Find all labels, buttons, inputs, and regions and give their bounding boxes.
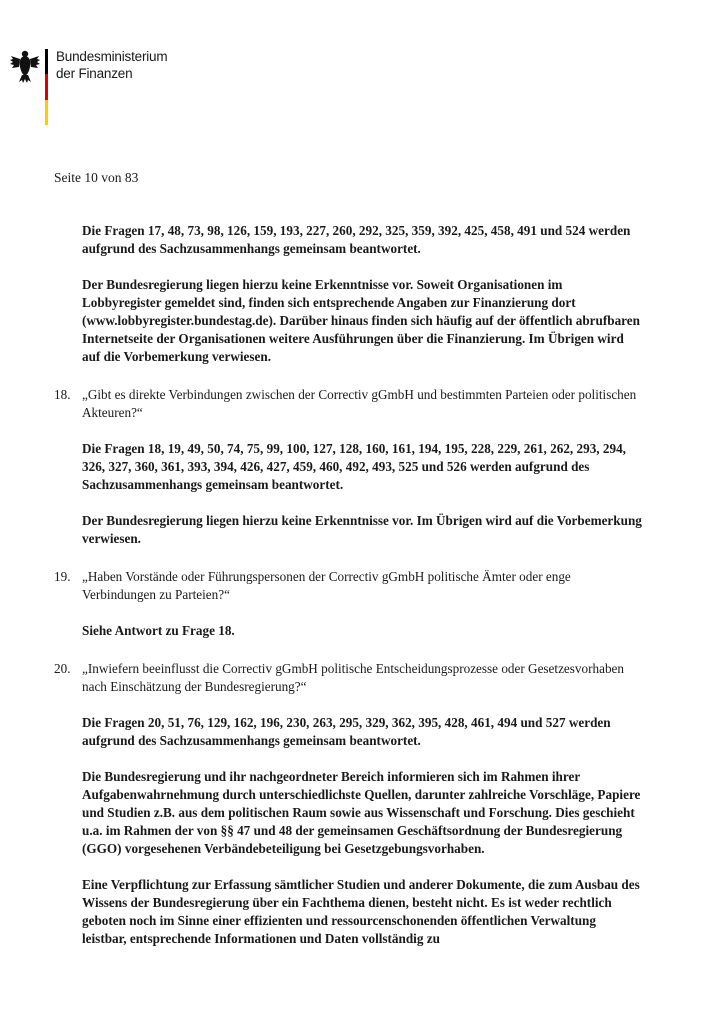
answer-20-text-2: Eine Verpflichtung zur Erfassung sämtlicher Studien und anderer Dokumente, die zum Ausbau des Wissens der Bundesregierung über ein Fachthema dienen, besteht nicht. Es ist weder rechtlich geboten noch im Sinne einer effizienten und ressourcenschonenden öffentlichen Verwaltung leistbar, entsprechende Informationen und Daten vollständig zu (82, 877, 640, 946)
document-body (54, 222, 642, 948)
ministry-name (56, 48, 167, 82)
answer-18-reference: Die Fragen 18, 19, 49, 50, 74, 75, 99, 100, 127, 128, 160, 161, 194, 195, 228, 229, 261, 262, 293, 294, 326, 327, 360, 361, 393, 394, 426, 427, 459, 460, 492, 493, 525 und 526 werden aufgrund des Sachzusammenhangs gemeinsam beantwortet. (82, 441, 626, 492)
question-19-number: 19. (54, 569, 71, 584)
answer-20-reference: Die Fragen 20, 51, 76, 129, 162, 196, 230, 263, 295, 329, 362, 395, 428, 461, 494 und 527 werden aufgrund des Sachzusammenhangs gemeinsam beantwortet. (82, 715, 611, 748)
question-20-text: „Inwiefern beeinflusst die Correctiv gGmbH politische Entscheidungsprozesse oder Gesetzesvorhaben nach Einschätzung der Bundesregierung?“ (82, 661, 624, 694)
answer-18-text: Der Bundesregierung liegen hierzu keine Erkenntnisse vor. Im Übrigen wird auf die Vorbemerkung verwiesen. (82, 513, 642, 546)
ministry-name-line1: Bundesministerium (56, 49, 168, 64)
answer-17-reference: Die Fragen 17, 48, 73, 98, 126, 159, 193, 227, 260, 292, 325, 359, 392, 425, 458, 491 und 524 werden aufgrund des Sachzusammenhangs gemeinsam beantwortet. (82, 223, 631, 256)
answer-20-text-1: Die Bundesregierung und ihr nachgeordneter Bereich informieren sich im Rahmen ihrer Aufgabenwahrnehmung durch unterschiedlichste Quellen, darunter zahlreiche Vorschläge, Papiere und Studien z.B. aus dem politischen Raum sowie aus Wissenschaft und Forschung. Dies geschieht u.a. im Rahmen der von §§ 47 und 48 der gemeinsamen Geschäftsordnung der Bundesregierung (GGO) vorgesehenen Verbändebeteiligung bei Gesetzgebungsvorhaben. (82, 769, 641, 856)
answer-19-text: Siehe Antwort zu Frage 18. (82, 623, 235, 638)
question-18-number: 18. (54, 387, 71, 402)
question-18 (54, 386, 642, 422)
flag-stripe-black (45, 49, 48, 74)
answer-17-text: Der Bundesregierung liegen hierzu keine Erkenntnisse vor. Soweit Organisationen im Lobbyregister gemeldet sind, finden sich entsprechende Angaben zur Finanzierung dort (www.lobbyregister.bundestag.de). Darüber hinaus finden sich häufig auf der öffentlich abrufbaren Internetseite der Organisationen weitere Ausführungen über die Finanzierung. Im Übrigen wird auf die Vorbemerkung verwiesen. (82, 277, 640, 364)
question-18-text: „Gibt es direkte Verbindungen zwischen der Correctiv gGmbH und bestimmten Parteien oder politischen Akteuren?“ (82, 387, 637, 420)
flag-stripe-red (45, 74, 48, 99)
question-19 (54, 568, 642, 604)
question-20-number: 20. (54, 661, 71, 676)
question-19-text: „Haben Vorstände oder Führungspersonen der Correctiv gGmbH politische Ämter oder enge Verbindungen zu Parteien?“ (82, 569, 571, 602)
federal-eagle-icon (10, 48, 40, 84)
flag-stripe-gold (45, 100, 48, 125)
question-20 (54, 660, 642, 696)
flag-stripe (45, 49, 48, 125)
ministry-name-line2: der Finanzen (56, 66, 133, 81)
page-number: Seite 10 von 83 (54, 170, 139, 185)
